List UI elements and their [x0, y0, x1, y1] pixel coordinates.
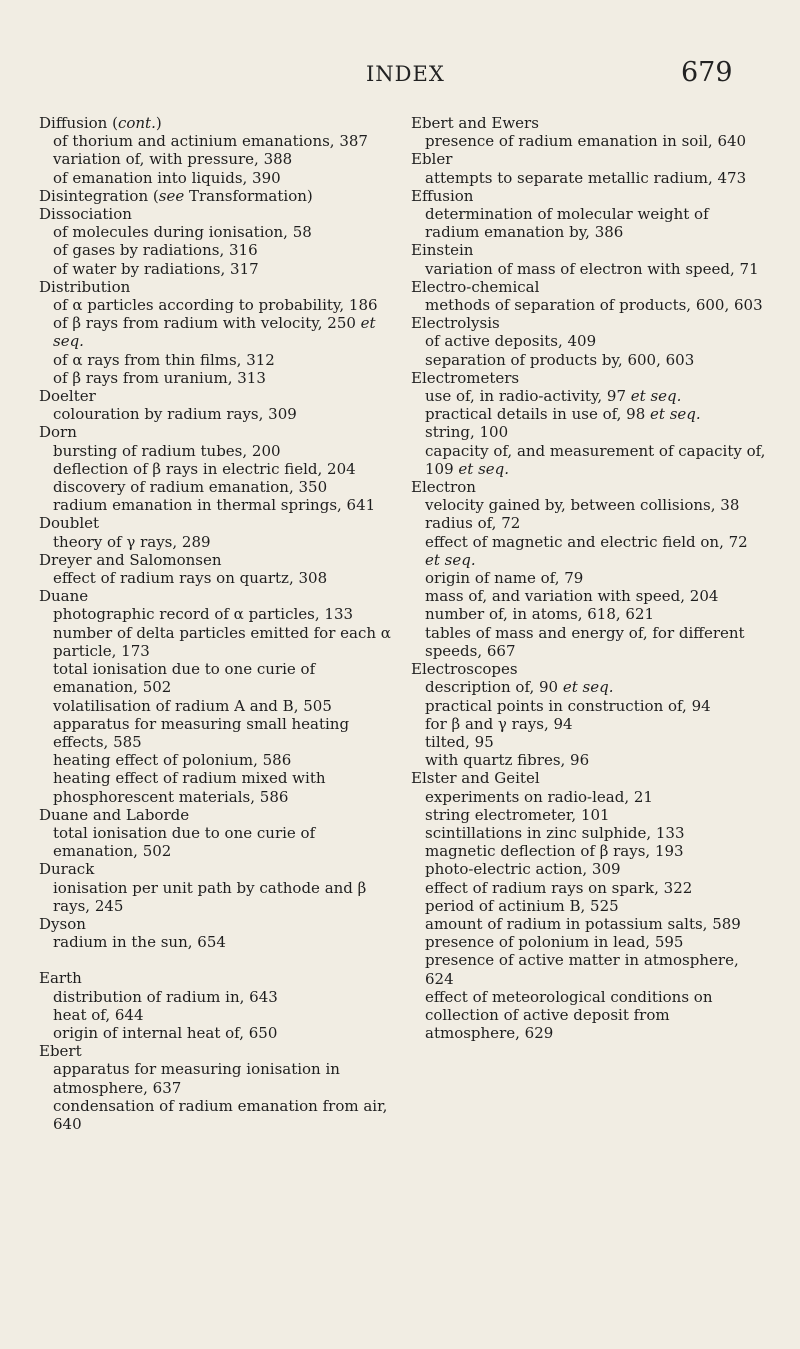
index-subentry: mass of, and variation with speed, 204: [425, 587, 719, 606]
index-headword: Dyson: [39, 914, 86, 933]
index-entry: [411, 660, 767, 769]
index-entry: [39, 806, 391, 861]
index-subentry: variation of, with pressure, 388: [53, 150, 293, 169]
index-subentry: magnetic deflection of β rays, 193: [425, 842, 684, 861]
index-subentry: of α particles according to probability, 186: [53, 296, 378, 315]
index-headword: Ebler: [411, 150, 453, 169]
index-subentry: methods of separation of products, 600, 603: [425, 296, 763, 315]
index-subentry: attempts to separate metallic radium, 473: [425, 168, 747, 187]
index-subentry: of emanation into liquids, 390: [53, 168, 281, 187]
index-headword: Electrolysis: [411, 314, 500, 333]
index-subentry: of thorium and actinium emanations, 387: [53, 132, 368, 151]
index-entry: [39, 278, 391, 387]
index-subentry: apparatus for measuring small heating effects, 585: [53, 714, 350, 751]
index-headword: Dorn: [39, 423, 77, 442]
index-subentry: scintillations in zinc sulphide, 133: [425, 823, 685, 842]
index-subentry: distribution of radium in, 643: [53, 987, 278, 1006]
index-subentry: capacity of, and measurement of capacity of, 109 et seq.: [425, 441, 766, 478]
index-subentry: bursting of radium tubes, 200: [53, 441, 281, 460]
index-headword: Durack: [39, 860, 95, 879]
index-entry: [411, 278, 767, 314]
index-entry: [39, 514, 391, 550]
index-subentry: period of actinium B, 525: [425, 896, 619, 915]
index-headword: Duane: [39, 587, 89, 606]
index-subentry: for β and γ rays, 94: [425, 714, 573, 733]
index-entry: [39, 1042, 391, 1133]
index-subentry: effect of radium rays on quartz, 308: [53, 569, 328, 588]
index-entry: [39, 915, 391, 951]
index-entry: [39, 187, 391, 205]
index-entry: [39, 969, 391, 1042]
index-entry: [411, 114, 767, 150]
running-title: INDEX: [366, 62, 445, 86]
index-subentry: presence of active matter in atmosphere, 624: [425, 951, 739, 988]
index-column-left: [39, 114, 391, 1133]
entry-gap: [39, 951, 391, 969]
index-subentry: of active deposits, 409: [425, 332, 597, 351]
index-entry: [39, 423, 391, 514]
index-subentry: string, 100: [425, 423, 509, 442]
index-subentry: presence of polonium in lead, 595: [425, 933, 684, 952]
index-headword: Electro-chemical: [411, 277, 540, 296]
index-entry: [39, 114, 391, 187]
index-subentry: effect of magnetic and electric field on, 72 et seq.: [425, 532, 748, 569]
index-entry: [411, 150, 767, 186]
index-subentry: heat of, 644: [53, 1005, 144, 1024]
index-entry: [39, 205, 391, 278]
index-subentry: use of, in radio-activity, 97 et seq.: [425, 387, 682, 406]
index-entry: [39, 387, 391, 423]
index-headword: Dreyer and Salomonsen: [39, 550, 222, 569]
index-subentry: radius of, 72: [425, 514, 521, 533]
index-subentry: radium emanation in thermal springs, 641: [53, 496, 376, 515]
index-headword: Elster and Geitel: [411, 769, 540, 788]
index-subentry: separation of products by, 600, 603: [425, 350, 695, 369]
index-subentry: photo-electric action, 309: [425, 860, 621, 879]
index-entry: [411, 314, 767, 369]
index-subentry: practical details in use of, 98 et seq.: [425, 405, 701, 424]
index-subentry: velocity gained by, between collisions, 38: [425, 496, 740, 515]
index-headword: Electron: [411, 478, 476, 497]
index-subentry: heating effect of radium mixed with phosphorescent materials, 586: [53, 769, 326, 806]
index-subentry: heating effect of polonium, 586: [53, 751, 292, 770]
index-subentry: volatilisation of radium A and B, 505: [53, 696, 332, 715]
index-subentry: ionisation per unit path by cathode and β rays, 245: [53, 878, 367, 915]
index-subentry: of β rays from radium with velocity, 250 et seq.: [53, 314, 376, 351]
index-headword: Diffusion (cont.): [39, 114, 162, 132]
index-headword: Disintegration (see Transformation): [39, 186, 313, 205]
index-subentry: of water by radiations, 317: [53, 259, 259, 278]
index-subentry: colouration by radium rays, 309: [53, 405, 297, 424]
index-headword: Doelter: [39, 387, 96, 406]
index-subentry: determination of molecular weight of radium emanation by, 386: [425, 205, 709, 242]
index-entry: [39, 860, 391, 915]
index-subentry: radium in the sun, 654: [53, 933, 226, 952]
index-subentry: tables of mass and energy of, for different speeds, 667: [425, 623, 745, 660]
index-subentry: effect of meteorological conditions on collection of active deposit from atmosphere, 629: [425, 987, 713, 1043]
index-subentry: apparatus for measuring ionisation in atmosphere, 637: [53, 1060, 340, 1097]
index-subentry: number of delta particles emitted for each α particle, 173: [53, 623, 391, 660]
index-column-right: [411, 114, 767, 1042]
index-subentry: experiments on radio-lead, 21: [425, 787, 653, 806]
index-subentry: of gases by radiations, 316: [53, 241, 258, 260]
index-subentry: of molecules during ionisation, 58: [53, 223, 312, 242]
index-headword: Ebert and Ewers: [411, 114, 539, 132]
index-subentry: discovery of radium emanation, 350: [53, 478, 328, 497]
index-headword: Ebert: [39, 1042, 82, 1061]
index-subentry: origin of name of, 79: [425, 569, 584, 588]
index-subentry: presence of radium emanation in soil, 640: [425, 132, 747, 151]
index-entry: [39, 587, 391, 805]
index-subentry: condensation of radium emanation from air, 640: [53, 1096, 388, 1133]
index-entry: [411, 478, 767, 660]
index-subentry: practical points in construction of, 94: [425, 696, 711, 715]
index-headword: Electrometers: [411, 368, 520, 387]
index-subentry: description of, 90 et seq.: [425, 678, 614, 697]
index-headword: Distribution: [39, 277, 131, 296]
index-subentry: photographic record of α particles, 133: [53, 605, 354, 624]
index-subentry: of β rays from uranium, 313: [53, 368, 266, 387]
index-headword: Earth: [39, 969, 82, 988]
index-subentry: tilted, 95: [425, 732, 494, 751]
index-subentry: total ionisation due to one curie of emanation, 502: [53, 823, 316, 861]
index-subentry: with quartz fibres, 96: [425, 751, 590, 770]
index-headword: Einstein: [411, 241, 474, 260]
index-entry: [411, 369, 767, 478]
index-subentry: theory of γ rays, 289: [53, 532, 211, 551]
index-subentry: total ionisation due to one curie of emanation, 502: [53, 660, 316, 697]
page-number: 679: [681, 57, 733, 88]
index-entry: [411, 769, 767, 1042]
index-entry: [411, 187, 767, 242]
index-subentry: string electrometer, 101: [425, 805, 610, 824]
index-subentry: variation of mass of electron with speed, 71: [425, 259, 759, 278]
index-entry: [411, 241, 767, 277]
index-subentry: amount of radium in potassium salts, 589: [425, 914, 741, 933]
index-subentry: deflection of β rays in electric field, 204: [53, 459, 356, 478]
index-headword: Duane and Laborde: [39, 805, 190, 824]
index-headword: Doublet: [39, 514, 100, 533]
index-subentry: of α rays from thin films, 312: [53, 350, 275, 369]
index-subentry: origin of internal heat of, 650: [53, 1023, 278, 1042]
page-header: [0, 57, 800, 96]
index-headword: Effusion: [411, 186, 474, 205]
index-subentry: number of, in atoms, 618, 621: [425, 605, 655, 624]
index-subentry: effect of radium rays on spark, 322: [425, 878, 693, 897]
index-entry: [39, 551, 391, 587]
index-headword: Dissociation: [39, 205, 132, 224]
index-headword: Electroscopes: [411, 660, 518, 679]
